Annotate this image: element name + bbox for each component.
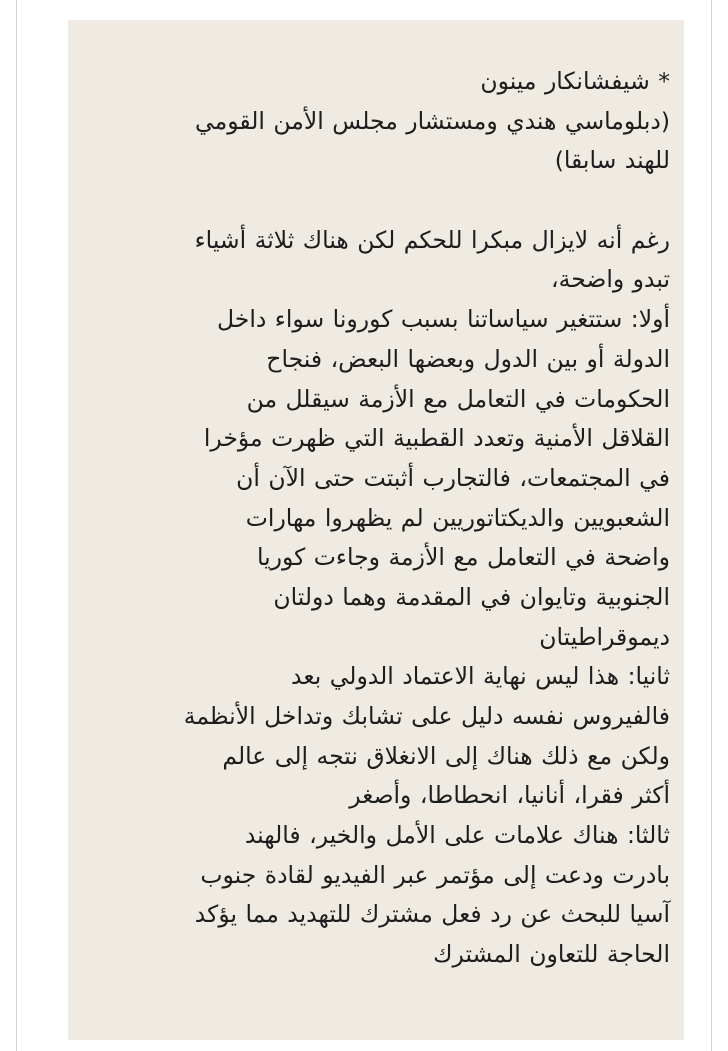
- body-line: فالفيروس نفسه دليل على تشابك وتداخل الأنظمة: [183, 702, 670, 730]
- author-name: * شيفشانكار مينون: [480, 67, 670, 95]
- right-divider: [711, 0, 712, 1051]
- body-line: تبدو واضحة،: [551, 265, 670, 294]
- body-line: ولكن مع ذلك هناك إلى الانغلاق نتجه إلى عالم: [222, 741, 670, 770]
- body-line: أولا: ستتغير سياساتنا بسبب كورونا سواء داخل: [217, 305, 670, 334]
- body-line: واضحة في التعامل مع الأزمة وجاءت كوريا: [256, 543, 670, 572]
- left-divider: [16, 0, 17, 1051]
- document-text: [78, 62, 670, 975]
- body-line: القلاقل الأمنية وتعدد القطبية التي ظهرت مؤخرا: [203, 424, 670, 453]
- body-line: الحاجة للتعاون المشترك: [433, 940, 670, 969]
- author-description-line: للهند سابقا): [554, 146, 670, 175]
- body-line: رغم أنه لايزال مبكرا للحكم لكن هناك ثلاثة أشياء: [194, 225, 670, 254]
- body-line: ثانيا: هذا ليس نهاية الاعتماد الدولي بعد: [291, 662, 670, 691]
- body-line: أكثر فقرا، أنانيا، انحطاطا، وأصغر: [349, 781, 670, 810]
- body-line: ثالثا: هناك علامات على الأمل والخير، فالهند: [244, 821, 670, 850]
- body-line: الجنوبية وتايوان في المقدمة وهما دولتان: [273, 582, 670, 611]
- body-line: الشعبويين والديكتاتوريين لم يظهروا مهارات: [245, 503, 670, 532]
- body-line: الحكومات في التعامل مع الأزمة سيقلل من: [246, 384, 670, 413]
- body-line: الدولة أو بين الدول وبعضها البعض، فنجاح: [266, 344, 670, 373]
- author-description-line: (دبلوماسي هندي ومستشار مجلس الأمن القومي: [195, 106, 670, 135]
- body-line: آسيا للبحث عن رد فعل مشترك للتهديد مما يؤكد: [194, 900, 670, 929]
- paragraph-gap: [78, 181, 670, 221]
- document-paper: [68, 20, 684, 1040]
- body-line: في المجتمعات، فالتجارب أثبتت حتى الآن أن: [236, 463, 670, 492]
- body-line: بادرت ودعت إلى مؤتمر عبر الفيديو لقادة جنوب: [200, 860, 670, 889]
- body-line: ديموقراطيتان: [539, 622, 670, 651]
